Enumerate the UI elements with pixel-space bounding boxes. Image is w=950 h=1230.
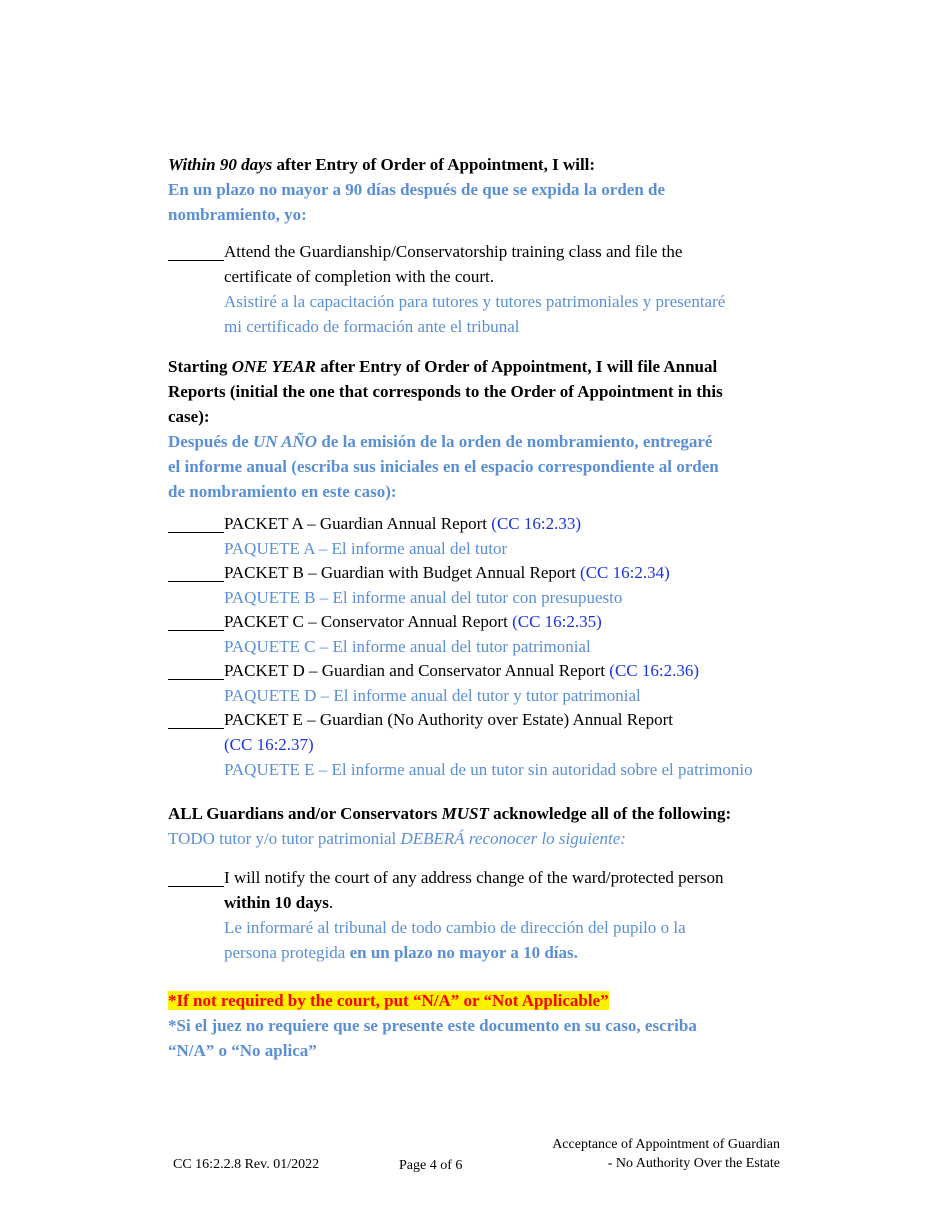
initials-blank[interactable] bbox=[168, 532, 224, 533]
document-page: Within 90 days after Entry of Order of Appointment, I will: En un plazo no mayor a 90 días después de que se expida la orden de nombramiento, yo: Attend the Guardianship/Conservatorship training class and file the certificate of completion with the court. Asistiré a la capacitación para tutores y tutores patrimoniales y presentaré mi certificado de formación ante el tribunal Starting ONE YEAR after Entry of Order of Appointment, I will file Annual Reports (initial the one that corresponds to the Order of Appointment in this case): Después de UN AÑO de la emisión de la orden de nombramiento, entregaré el informe anual (escriba sus iniciales en el espacio correspondiente al orden de nombramiento en este caso): PACKET A – Guardian Annual Report (CC 16:2.33) PAQUETE A – El informe anual del tutor PACKET B – Guardian with Budget Annual Report (CC 16:2.34) PAQUETE B – El informe anual del tutor con presupuesto PACKET C – Conservator Annual Report (CC 16:2.35) PAQUETE C – El informe anual del tutor patrimonial PACKET D – Guardian and Conservator Annual Report (CC 16:2.36) PAQUETE D – El informe anual del tutor y tutor patrimonial PACKET E – Guardian (No Authority over Estate) Annual Report (CC 16:2.37) PAQUETE E – El informe anual de un tutor sin autoridad sobre el patrimonio ALL Guardians and/or Conservators MUST acknowledge all of the following: TODO tutor y/o tutor patrimonial DEBERÁ reconocer lo siguiente: I will notify the court of any address change of the ward/protected person within 10 days. Le informaré al tribunal de todo cambio de dirección del pupilo o la persona protegida en un plazo no mayor a 10 días. *If not required by the court, put “N/A” or “Not Applicable” *Si el juez no requiere que se presente este documento en su caso, escriba “N/A” o “No aplica” CC 16:2.2.8 Rev. 01/2022 Page 4 of 6 Acceptance of Appointment of Guardian - No Authority Over the Estate bbox=[0, 0, 950, 1230]
footer-form-id: CC 16:2.2.8 Rev. 01/2022 bbox=[173, 1157, 320, 1172]
packet-b-reference-link[interactable]: (CC 16:2.34) bbox=[580, 563, 670, 582]
section-90-days-heading: Within 90 days after Entry of Order of Appointment, I will: En un plazo no mayor a 90 días después de que se expida la orden de nombramiento, yo: bbox=[168, 155, 666, 224]
packet-e-reference-link[interactable]: (CC 16:2.37) bbox=[224, 735, 314, 754]
section-acknowledge-heading: ALL Guardians and/or Conservators MUST acknowledge all of the following: TODO tutor y/o tutor patrimonial DEBERÁ reconocer lo siguiente: bbox=[168, 804, 732, 848]
initials-blank[interactable] bbox=[168, 679, 224, 680]
not-required-note: *If not required by the court, put “N/A” or “Not Applicable” *Si el juez no requiere que se presente este documento en su caso, escriba “N/A” o “No aplica” bbox=[168, 991, 697, 1060]
highlighted-note: *If not required by the court, put “N/A” or “Not Applicable” bbox=[168, 991, 609, 1010]
initials-blank[interactable] bbox=[168, 886, 224, 887]
footer-form-title: Acceptance of Appointment of Guardian - No Authority Over the Estate bbox=[552, 1137, 780, 1171]
initials-blank[interactable] bbox=[168, 630, 224, 631]
packet-d-reference-link[interactable]: (CC 16:2.36) bbox=[609, 661, 700, 680]
packet-a-reference-link[interactable]: (CC 16:2.33) bbox=[491, 514, 582, 533]
footer-page-number: Page 4 of 6 bbox=[399, 1158, 463, 1173]
packet-c-reference-link[interactable]: (CC 16:2.35) bbox=[512, 612, 602, 631]
initials-blank[interactable] bbox=[168, 581, 224, 582]
initials-blank[interactable] bbox=[168, 728, 224, 729]
heading-emphasis: Within 90 days bbox=[168, 155, 273, 174]
section-annual-reports-heading: Starting ONE YEAR after Entry of Order of Appointment, I will file Annual Reports (initial the one that corresponds to the Order of Appointment in this case): Después de UN AÑO de la emisión de la orden de nombramiento, entregaré el informe anual (escriba sus iniciales en el espacio correspondiente al orden de nombramiento en este caso): bbox=[168, 357, 723, 501]
initials-blank[interactable] bbox=[168, 260, 224, 261]
